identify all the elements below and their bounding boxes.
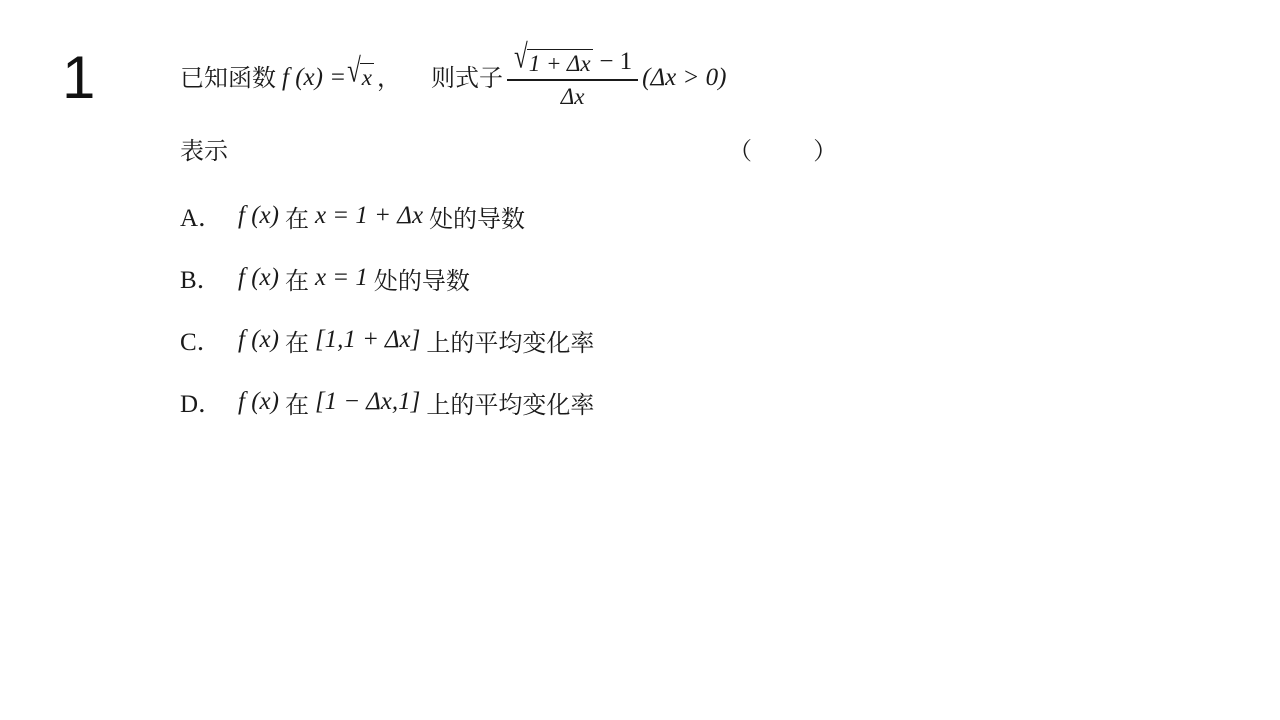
option-c-label: C． <box>180 329 222 357</box>
sqrt-radicand: x <box>361 65 373 91</box>
function-definition: f (x) = <box>282 63 347 91</box>
fraction-numerator <box>507 39 638 79</box>
option-d-label: D． <box>180 391 224 419</box>
option-a-label: A． <box>180 205 224 233</box>
radical-icon: √ <box>514 39 528 76</box>
answer-paren-right: ） <box>813 137 838 166</box>
option-c-expression: [1,1 + Δx] <box>314 326 421 354</box>
question-number: 1 <box>62 44 96 111</box>
stem-comma: ， <box>377 63 402 92</box>
option-a-function: f (x) <box>238 202 279 230</box>
question-stem-line-1 <box>180 39 1180 109</box>
option-d-body <box>238 385 594 420</box>
option-d-tail: 上的平均变化率 <box>426 390 595 419</box>
option-b-label: B． <box>180 267 222 295</box>
numerator-tail: − 1 <box>599 48 633 75</box>
option-b-zai: 在 <box>284 266 309 295</box>
stem-second-line-text: 表示 <box>180 137 228 166</box>
option-d-zai: 在 <box>284 390 309 419</box>
stem-condition: (Δx > 0) <box>642 63 727 91</box>
option-b-body <box>238 261 470 296</box>
option-c-zai: 在 <box>284 328 309 357</box>
option-b-expression: x = 1 <box>314 264 368 292</box>
answer-blank[interactable] <box>728 131 837 166</box>
option-a-expression: x = 1 + Δx <box>314 202 424 230</box>
option-a-tail: 处的导数 <box>429 204 526 233</box>
option-d-function: f (x) <box>238 388 279 416</box>
option-a[interactable] <box>180 195 1180 237</box>
sqrt-one-plus-dx <box>514 39 593 77</box>
stem-lead-text: 已知函数 <box>180 63 276 92</box>
option-c[interactable] <box>180 319 1180 361</box>
stem-then-text: 则式子 <box>431 63 504 92</box>
option-c-function: f (x) <box>238 326 279 354</box>
option-d[interactable] <box>180 381 1180 423</box>
difference-quotient-fraction <box>507 39 638 110</box>
answer-paren-left: （ <box>728 137 752 166</box>
fraction-denominator: Δx <box>560 83 585 109</box>
option-c-body <box>238 323 594 358</box>
sqrt-x <box>347 53 374 91</box>
option-b-function: f (x) <box>238 264 279 292</box>
option-c-tail: 上的平均变化率 <box>426 328 595 357</box>
option-a-zai: 在 <box>284 204 309 233</box>
numerator-sqrt-radicand: 1 + Δx <box>528 51 591 76</box>
options-list <box>180 195 1180 423</box>
question-stem-line-2 <box>180 131 1180 165</box>
option-a-body <box>238 199 525 234</box>
radical-icon: √ <box>347 53 361 90</box>
question-content <box>180 39 1180 443</box>
option-d-expression: [1 − Δx,1] <box>314 388 421 416</box>
option-b[interactable] <box>180 257 1180 299</box>
option-b-tail: 处的导数 <box>373 266 470 295</box>
